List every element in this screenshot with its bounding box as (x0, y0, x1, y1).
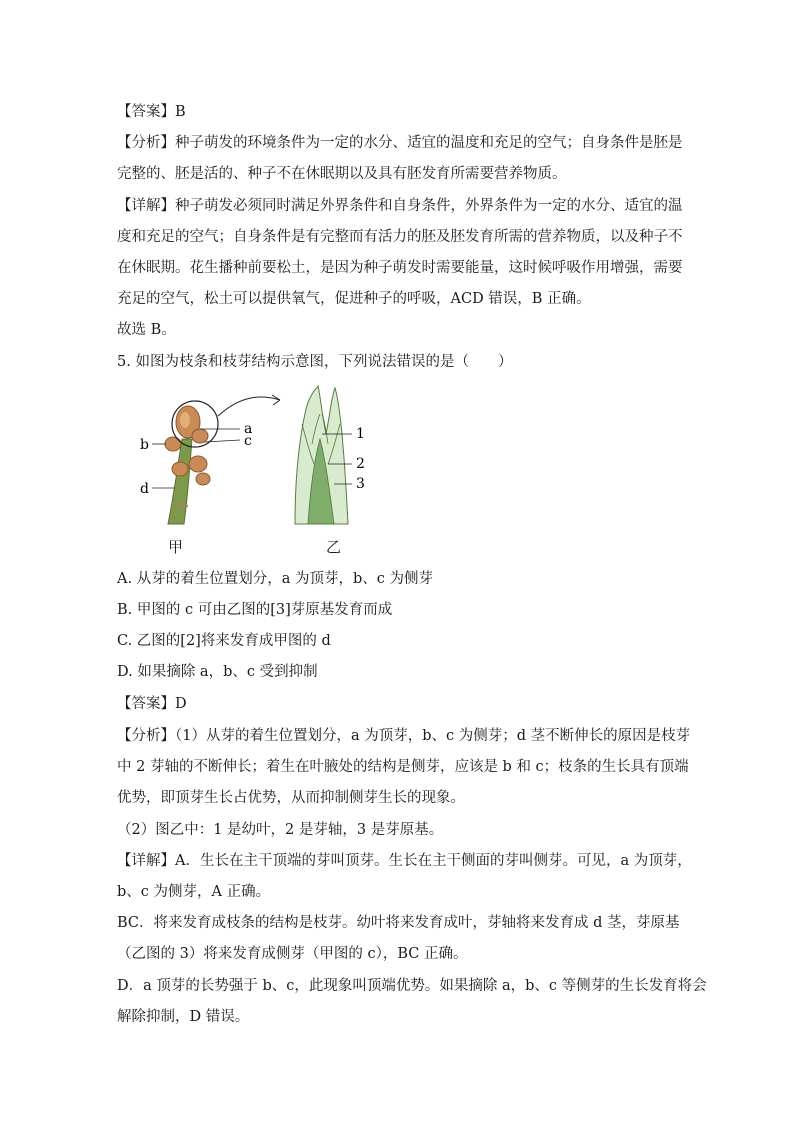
analysis-1-line-2: 完整的、胚是活的、种子不在休眠期以及具有胚发育所需要营养物质。 (117, 166, 567, 182)
analysis-5-line-1 (117, 726, 690, 746)
caption-jia: 甲 (168, 538, 184, 556)
label-2: 2 (356, 456, 365, 472)
detail-text: 种子萌发必须同时满足外界条件和自身条件，外界条件为一定的水分、适宜的温 (175, 198, 683, 214)
analysis-text: 种子萌发的环境条件为一定的水分、适宜的温度和充足的空气；自身条件是胚是 (175, 135, 683, 151)
option-b: B. 甲图的 c 可由乙图的[3]芽原基发育而成 (117, 602, 393, 618)
answer-tag: 【答案】 (117, 696, 175, 712)
detail-5-line-1 (117, 851, 692, 871)
option-d: D. 如果摘除 a，b、c 受到抑制 (117, 664, 318, 680)
detail-text: A．生长在主干顶端的芽叫顶芽。生长在主干侧面的芽叫侧芽。可见，a 为顶芽， (175, 853, 692, 869)
figure-svg (130, 384, 390, 554)
branch-bud-figure (130, 384, 390, 554)
label-c: c (244, 433, 252, 449)
analysis-tag: 【分析】 (117, 728, 175, 744)
question-5: 5. 如图为枝条和枝芽结构示意图，下列说法错误的是（ ） (117, 354, 513, 370)
pointer-arrow (218, 397, 280, 416)
answer-text: D (175, 696, 187, 712)
analysis-1-line-1 (117, 133, 683, 153)
label-a: a (244, 421, 253, 437)
detail-5-line-5: D．a 顶芽的长势强于 b、c，此现象叫顶端优势。如果摘除 a，b、c 等侧芽的生长发育将会 (117, 978, 707, 994)
option-c: C. 乙图的[2]将来发育成甲图的 d (117, 633, 331, 649)
detail-1-line-4: 充足的空气，松土可以提供氧气，促进种子的呼吸，ACD 错误，B 正确。 (117, 291, 591, 307)
answer-text: B (175, 104, 186, 120)
detail-5-line-2: b、c 为侧芽，A 正确。 (117, 884, 271, 900)
answer-tag: 【答案】 (117, 104, 175, 120)
label-1: 1 (356, 426, 365, 442)
analysis-text: （1）从芽的着生位置划分，a 为顶芽，b、c 为侧芽；d 茎不断伸长的原因是枝芽 (175, 728, 691, 744)
detail-5-line-6: 解除抑制，D 错误。 (117, 1009, 250, 1025)
label-d: d (140, 481, 149, 497)
detail-1-line-1 (117, 196, 683, 216)
bud-section-illustration (295, 386, 348, 524)
detail-1-line-3: 在休眠期。花生播种前要松土，是因为种子萌发时需要能量，这时候呼吸作用增强，需要 (117, 260, 683, 276)
label-b: b (140, 437, 149, 453)
label-3: 3 (356, 476, 365, 492)
choose-line: 故选 B。 (117, 322, 176, 338)
analysis-5-line-3: 优势，即顶芽生长占优势，从而抑制侧芽生长的现象。 (117, 790, 465, 806)
detail-5-line-4: （乙图的 3）将来发育成侧芽（甲图的 c），BC 正确。 (117, 946, 468, 962)
detail-1-line-2: 度和充足的空气；自身条件是有完整而有活力的胚及胚发育所需的营养物质，以及种子不 (117, 229, 683, 245)
analysis-tag: 【分析】 (117, 135, 175, 151)
analysis-5-line-2: 中 2 芽轴的不断伸长；着生在叶腋处的结构是侧芽，应该是 b 和 c；枝条的生长具有顶端 (117, 759, 689, 775)
answer-5 (117, 694, 187, 714)
detail-tag: 【详解】 (117, 198, 175, 214)
detail-tag: 【详解】 (117, 853, 175, 869)
caption-yi: 乙 (326, 538, 342, 556)
answer-1 (117, 102, 186, 122)
option-a: A. 从芽的着生位置划分，a 为顶芽，b、c 为侧芽 (117, 571, 433, 587)
analysis-5-line-4: （2）图乙中：1 是幼叶，2 是芽轴，3 是芽原基。 (117, 822, 444, 838)
detail-5-line-3: BC．将来发育成枝条的结构是枝芽。幼叶将来发育成叶，芽轴将来发育成 d 茎，芽原基 (117, 915, 680, 931)
